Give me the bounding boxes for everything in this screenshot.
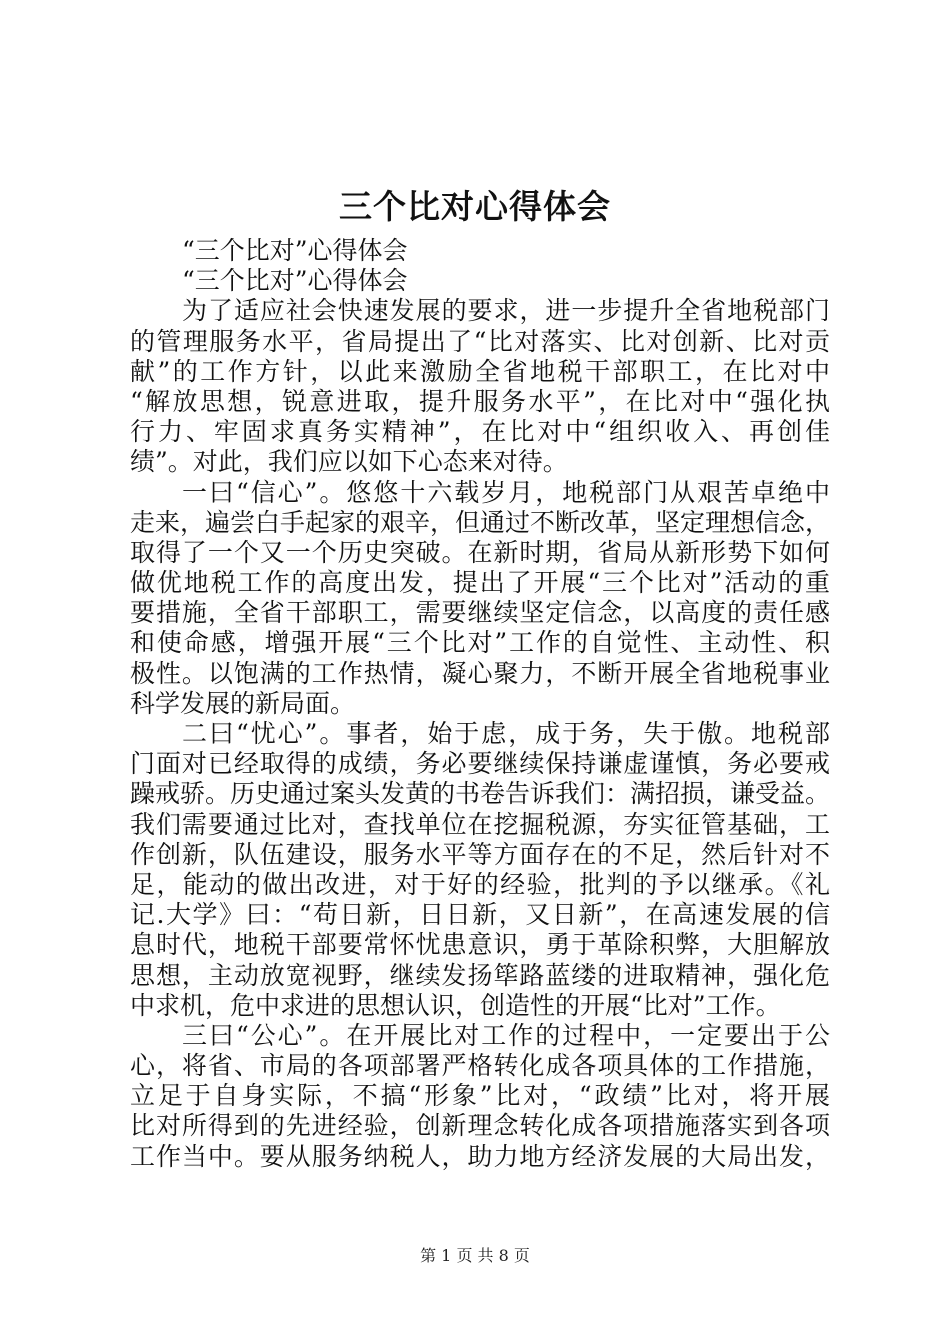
text-line: 科学发展的新局面。 xyxy=(130,688,356,718)
text-line: 二曰“忧心”。事者，始于虑，成于务，失于傲。地税部 xyxy=(182,719,830,748)
text-line: 工作当中。要从服务纳税人，助力地方经济发展的大局出发， xyxy=(130,1141,830,1171)
text-line: 和使命感，增强开展“三个比对”工作的自觉性、主动性、积 xyxy=(130,628,830,658)
text-line: 取得了一个又一个历史突破。在新时期，省局从新形势下如何 xyxy=(130,537,830,567)
text-line: 要措施，全省干部职工，需要继续坚定信念，以高度的责任感 xyxy=(130,598,830,628)
text-line: 比对所得到的先进经验，创新理念转化成各项措施落实到各项 xyxy=(130,1111,830,1141)
text-line: 走来，遍尝白手起家的艰辛，但通过不断改革，坚定理想信念， xyxy=(130,507,831,537)
text-line: 一曰“信心”。悠悠十六载岁月，地税部门从艰苦卓绝中 xyxy=(182,477,830,507)
document-title: 三个比对心得体会 xyxy=(339,187,611,226)
text-line: 献”的工作方针，以此来激励全省地税干部职工，在比对中 xyxy=(130,356,830,386)
text-line: 中求机，危中求进的思想认识，创造性的开展“比对”工作。 xyxy=(130,990,781,1020)
text-line: 的管理服务水平，省局提出了“比对落实、比对创新、比对贡 xyxy=(130,326,830,356)
text-line: 我们需要通过比对，查找单位在挖掘税源，夯实征管基础，工 xyxy=(130,809,830,839)
text-line: 息时代，地税干部要常怀忧患意识，勇于革除积弊，大胆解放 xyxy=(130,930,830,960)
text-line: 作创新，队伍建设，服务水平等方面存在的不足，然后针对不 xyxy=(130,839,830,869)
text-line: “解放思想，锐意进取，提升服务水平”，在比对中“强化执 xyxy=(130,386,830,416)
text-line: 行力、牢固求真务实精神”，在比对中“组织收入、再创佳 xyxy=(130,417,830,447)
text-line: 做优地税工作的高度出发，提出了开展“三个比对”活动的重 xyxy=(130,568,830,598)
page-footer: 第 1 页 共 8 页 xyxy=(420,1246,530,1265)
text-line: 门面对已经取得的成绩，务必要继续保持谦虚谨慎，务必要戒 xyxy=(130,749,830,779)
text-line: “三个比对”心得体会 xyxy=(182,236,408,265)
text-line: 立足于自身实际，不搞“形象”比对，“政绩”比对，将开展 xyxy=(130,1081,830,1111)
text-line: 足，能动的做出改进，对于好的经验，批判的予以继承。《礼 xyxy=(130,869,830,899)
text-line: 心，将省、市局的各项部署严格转化成各项具体的工作措施， xyxy=(130,1051,830,1081)
text-line: 为了适应社会快速发展的要求，进一步提升全省地税部门 xyxy=(182,296,830,326)
text-line: 思想，主动放宽视野，继续发扬筚路蓝缕的进取精神，强化危 xyxy=(130,960,830,990)
document-body xyxy=(130,236,830,1172)
text-line: 记.大学》曰：“苟日新，日日新，又日新”，在高速发展的信 xyxy=(130,900,830,930)
text-line: 绩”。对此，我们应以如下心态来对待。 xyxy=(130,447,568,477)
text-line: “三个比对”心得体会 xyxy=(182,266,408,296)
text-line: 极性。以饱满的工作热情，凝心聚力，不断开展全省地税事业 xyxy=(130,658,830,688)
text-line: 三曰“公心”。在开展比对工作的过程中，一定要出于公 xyxy=(182,1020,830,1050)
text-line: 躁戒骄。历史通过案头发黄的书卷告诉我们：满招损，谦受益。 xyxy=(130,779,831,809)
